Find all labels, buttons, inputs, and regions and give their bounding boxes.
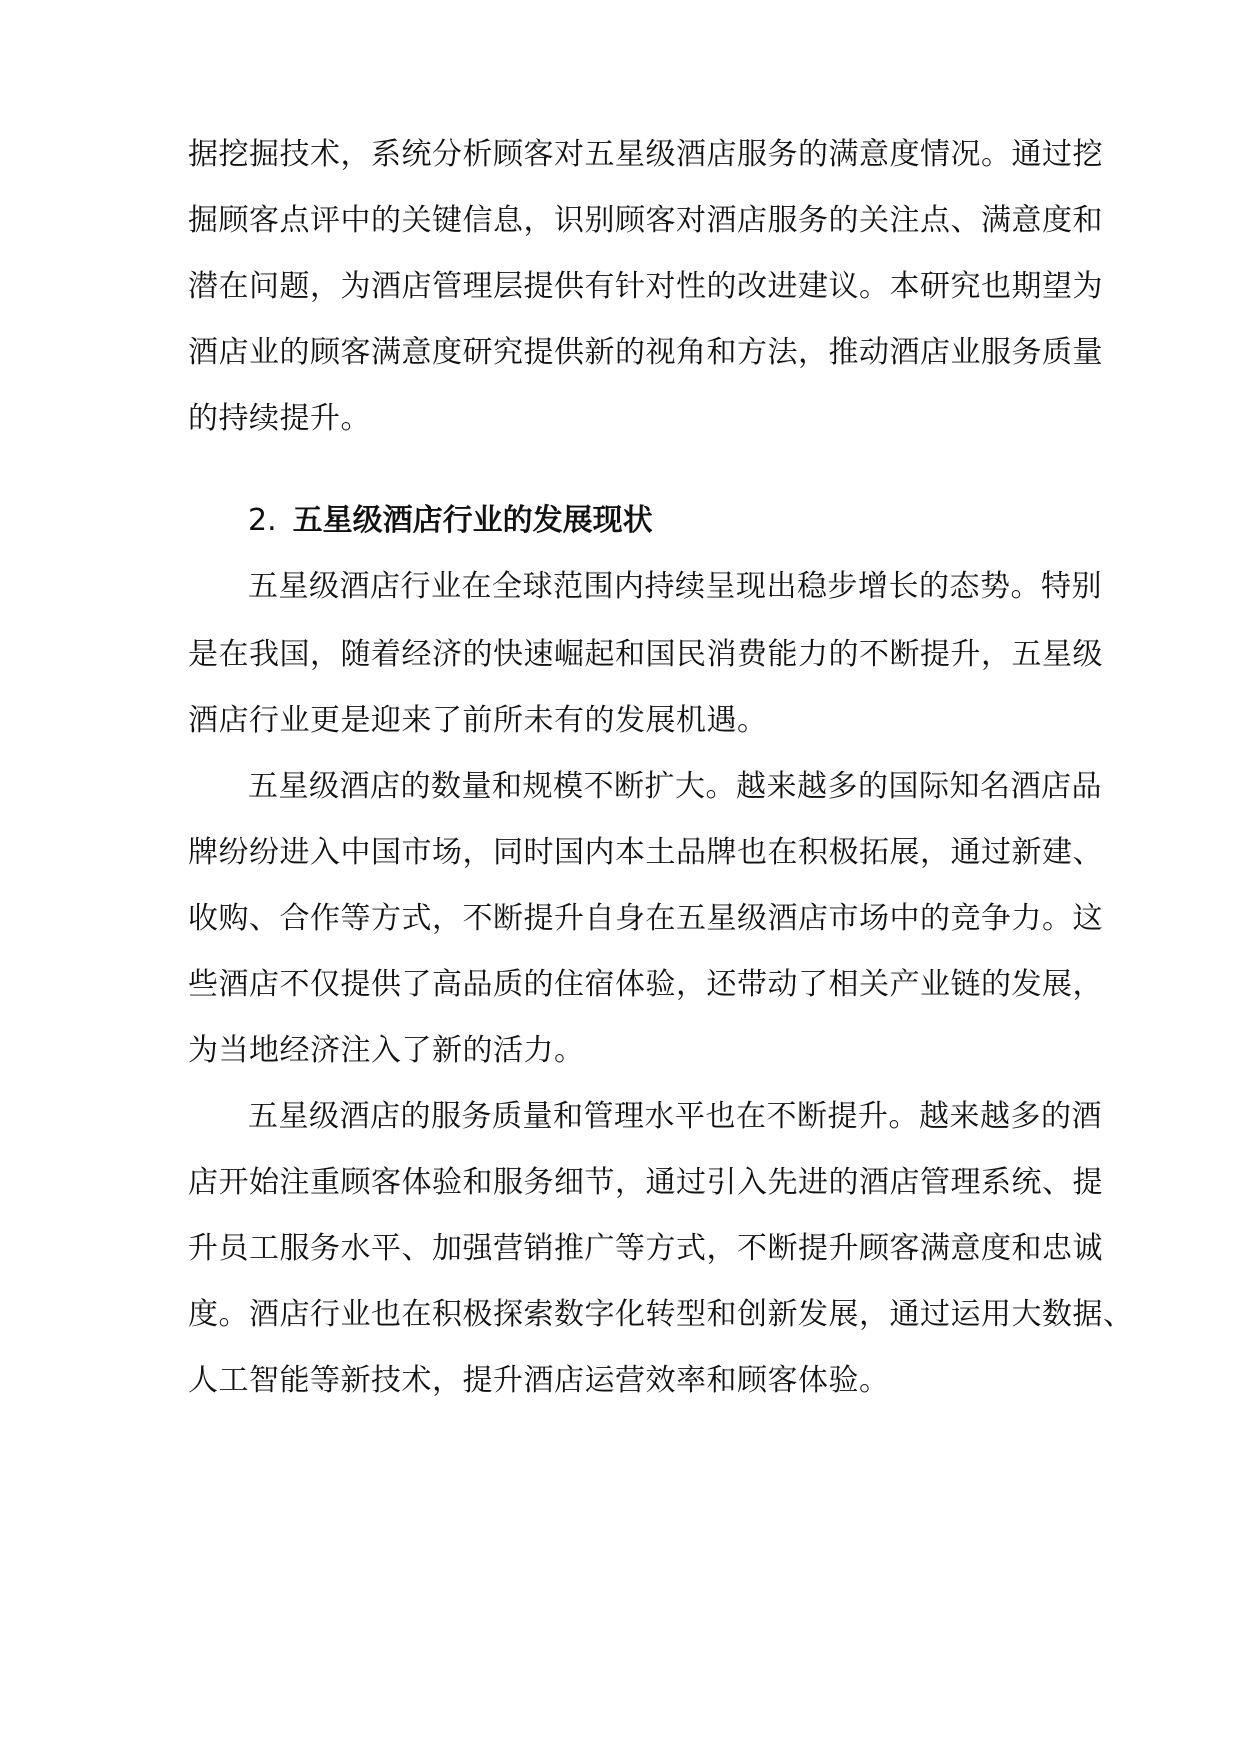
text-line: 的持续提升。 [188, 401, 371, 436]
text-line: 掘顾客点评中的关键信息，识别顾客对酒店服务的关注点、满意度和 [188, 203, 1103, 238]
text-line: 酒店业的顾客满意度研究提供新的视角和方法，推动酒店业服务质量 [188, 335, 1103, 370]
text-line: 五星级酒店行业在全球范围内持续呈现出稳步增长的态势。特别 [248, 569, 1102, 604]
text-line: 为当地经济注入了新的活力。 [188, 1033, 585, 1068]
text-line: 升员工服务水平、加强营销推广等方式，不断提升顾客满意度和忠诚 [188, 1231, 1103, 1266]
text-line: 店开始注重顾客体验和服务细节，通过引入先进的酒店管理系统、提 [188, 1165, 1103, 1200]
section-number: 2. [248, 503, 277, 538]
text-line: 些酒店不仅提供了高品质的住宿体验，还带动了相关产业链的发展， [188, 967, 1103, 1002]
section-title: 五星级酒店行业的发展现状 [292, 503, 653, 538]
text-line: 据挖掘技术，系统分析顾客对五星级酒店服务的满意度情况。通过挖 [188, 137, 1103, 172]
text-line: 收购、合作等方式，不断提升自身在五星级酒店市场中的竞争力。这 [188, 901, 1103, 936]
text-line: 度。酒店行业也在积极探索数字化转型和创新发展，通过运用大数据、 [188, 1297, 1134, 1332]
text-line: 是在我国，随着经济的快速崛起和国民消费能力的不断提升，五星级 [188, 637, 1103, 672]
section-heading [248, 502, 653, 540]
text-line: 人工智能等新技术，提升酒店运营效率和顾客体验。 [188, 1363, 890, 1398]
text-line: 潜在问题，为酒店管理层提供有针对性的改进建议。本研究也期望为 [188, 269, 1103, 304]
text-line: 牌纷纷进入中国市场，同时国内本土品牌也在积极拓展，通过新建、 [188, 835, 1103, 870]
text-line: 五星级酒店的服务质量和管理水平也在不断提升。越来越多的酒 [248, 1099, 1102, 1134]
text-line: 酒店行业更是迎来了前所未有的发展机遇。 [188, 703, 768, 738]
text-line: 五星级酒店的数量和规模不断扩大。越来越多的国际知名酒店品 [248, 769, 1102, 804]
